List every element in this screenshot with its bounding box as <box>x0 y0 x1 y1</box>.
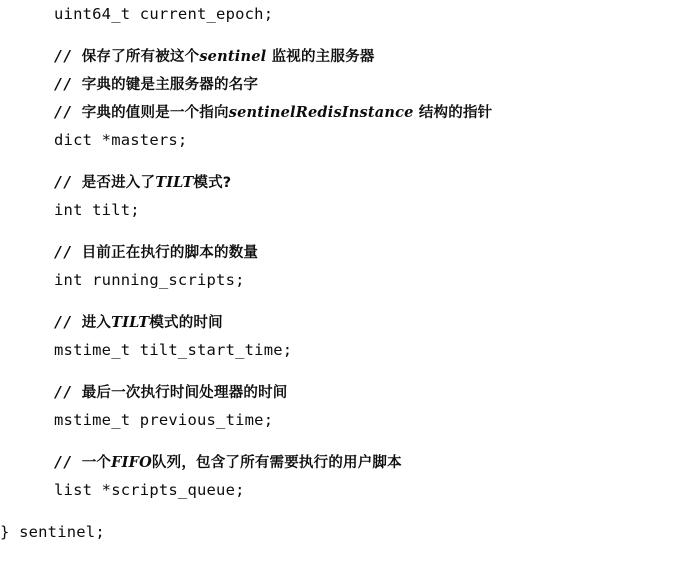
blank-line <box>0 504 689 518</box>
blank-line <box>0 28 689 42</box>
code-line: dict *masters; <box>54 131 188 149</box>
code-line: mstime_t previous_time; <box>54 411 274 429</box>
comment-marker: // <box>54 173 82 191</box>
code-line: int running_scripts; <box>54 271 245 289</box>
comment-line <box>0 42 689 70</box>
comment-line <box>0 448 689 476</box>
comment-line <box>0 308 689 336</box>
comment-term: TILT <box>111 314 150 331</box>
comment-term: sentinel <box>199 48 267 65</box>
comment-text: 队列，包含了所有需要执行的用户脚本 <box>151 455 402 471</box>
comment-text: 模式的时间 <box>149 315 223 331</box>
comment-text: 一个 <box>81 455 112 471</box>
comment-line <box>0 238 689 266</box>
code-line: mstime_t tilt_start_time; <box>54 341 293 359</box>
code-line: list *scripts_queue; <box>54 481 245 499</box>
blank-line <box>0 364 689 378</box>
comment-text: 结构的指针 <box>413 105 493 121</box>
comment-marker: // <box>54 383 82 401</box>
blank-line <box>0 224 689 238</box>
comment-line <box>0 378 689 406</box>
comment-text: 字典的值则是一个指向 <box>81 105 229 121</box>
comment-term: FIFO <box>111 454 152 471</box>
comment-text: 目前正在执行的脚本的数量 <box>81 245 259 261</box>
comment-term: TILT <box>155 174 194 191</box>
comment-text: 模式? <box>193 175 232 191</box>
comment-marker: // <box>54 243 82 261</box>
struct-close-line: } sentinel; <box>0 523 105 541</box>
comment-marker: // <box>54 75 82 93</box>
comment-text: 字典的键是主服务器的名字 <box>81 77 259 93</box>
blank-line <box>0 294 689 308</box>
comment-term: sentinelRedisInstance <box>228 104 414 121</box>
code-line: uint64_t current_epoch; <box>54 5 274 23</box>
code-line: int tilt; <box>54 201 140 219</box>
comment-marker: // <box>54 313 82 331</box>
comment-text: 保存了所有被这个 <box>81 49 200 65</box>
blank-line <box>0 434 689 448</box>
comment-line <box>0 98 689 126</box>
comment-text: 进入 <box>81 315 112 331</box>
comment-text: 是否进入了 <box>81 175 156 191</box>
comment-text: 监视的主服务器 <box>266 49 375 65</box>
comment-line <box>0 168 689 196</box>
comment-marker: // <box>54 47 82 65</box>
comment-line <box>0 70 689 98</box>
comment-marker: // <box>54 103 82 121</box>
blank-line <box>0 154 689 168</box>
comment-text: 最后一次执行时间处理器的时间 <box>81 385 288 401</box>
comment-marker: // <box>54 453 82 471</box>
